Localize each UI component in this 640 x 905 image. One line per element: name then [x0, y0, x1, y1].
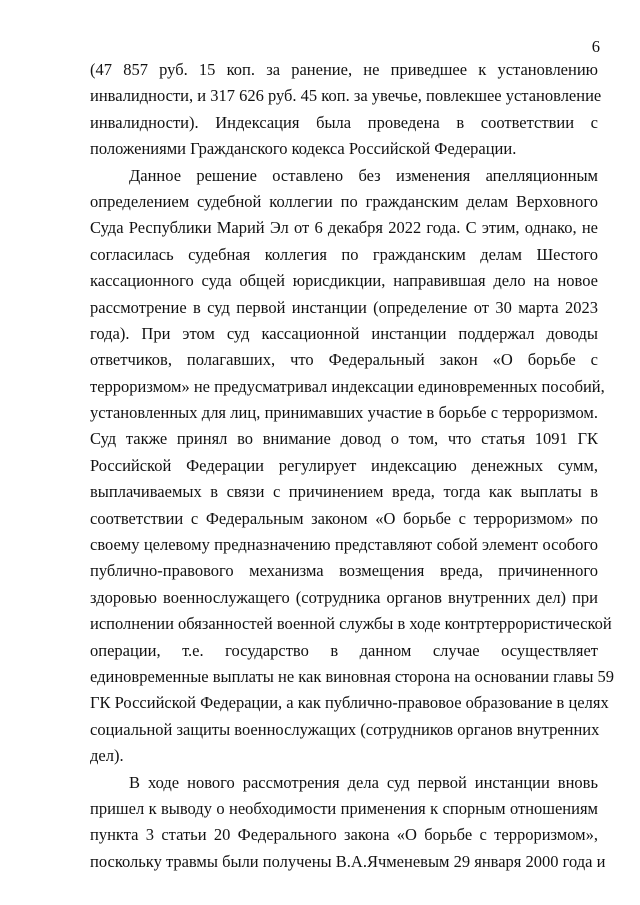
text-line: определением судебной коллегии по гражданским делам Верховного: [90, 191, 598, 211]
text-line: социальной защиты военнослужащих (сотрудников органов внутренних: [90, 719, 600, 739]
text-line: публично-правового механизма возмещения вреда, причиненного: [90, 561, 598, 581]
text-line: В ходе нового рассмотрения дела суд первой инстанции вновь: [129, 772, 598, 792]
text-line: терроризмом» не предусматривал индексации единовременных пособий,: [90, 376, 605, 396]
text-line: ответчиков, полагавших, что Федеральный закон «О борьбе с: [90, 350, 598, 370]
paragraph-indexation-result: [90, 57, 602, 163]
text-line: рассмотрение в суд первой инстанции (определение от 30 марта 2023: [90, 297, 598, 317]
text-line: ГК Российской Федерации, а как публично-правовое образование в целях: [90, 693, 609, 713]
text-line: установленных для лиц, принимавших участие в борьбе с терроризмом.: [90, 403, 598, 423]
text-line: исполнении обязанностей военной службы в ходе контртеррористической: [90, 614, 612, 634]
text-line: Суда Республики Марий Эл от 6 декабря 2022 года. С этим, однако, не: [90, 218, 598, 238]
text-line: пункта 3 статьи 20 Федерального закона «О борьбе с терроризмом»,: [90, 825, 598, 845]
text-line: положениями Гражданского кодекса Российской Федерации.: [90, 139, 517, 159]
text-line: поскольку травмы были получены В.А.Ячменевым 29 января 2000 года и: [90, 851, 606, 871]
text-line: дел).: [90, 746, 124, 766]
paragraph-appeal-cassation: [90, 163, 615, 770]
text-line: выплачиваемых в связи с причинением вреда, тогда как выплаты в: [90, 482, 598, 502]
text-line: года). При этом суд кассационной инстанции поддержал доводы: [90, 323, 598, 343]
document-body: [90, 57, 615, 875]
text-line: Суд также принял во внимание довод о том, что статья 1091 ГК: [90, 429, 598, 449]
text-line: соответствии с Федеральным законом «О борьбе с терроризмом» по: [90, 508, 598, 528]
text-line: Российской Федерации регулирует индексацию денежных сумм,: [90, 455, 598, 475]
text-line: единовременные выплаты не как виновная сторона на основании главы 59: [90, 666, 615, 686]
text-line: пришел к выводу о необходимости применения к спорным отношениям: [90, 798, 598, 818]
text-line: операции, т.е. государство в данном случае осуществляет: [90, 640, 598, 660]
text-line: Данное решение оставлено без изменения апелляционным: [129, 165, 598, 185]
text-line: (47 857 руб. 15 коп. за ранение, не приведшее к установлению: [90, 60, 598, 79]
page-number: 6: [591, 37, 600, 56]
text-line: инвалидности, и 317 626 руб. 45 коп. за увечье, повлекшее установление: [90, 86, 602, 106]
text-line: инвалидности). Индексация была проведена в соответствии с: [90, 112, 598, 132]
paragraph-new-consideration: [90, 770, 606, 876]
text-line: своему целевому предназначению представляют собой элемент особого: [90, 535, 598, 555]
text-line: здоровью военнослужащего (сотрудника органов внутренних дел) при: [90, 587, 598, 607]
text-line: согласилась судебная коллегия по гражданским делам Шестого: [90, 244, 598, 264]
text-line: кассационного суда общей юрисдикции, направившая дело на новое: [90, 271, 598, 291]
